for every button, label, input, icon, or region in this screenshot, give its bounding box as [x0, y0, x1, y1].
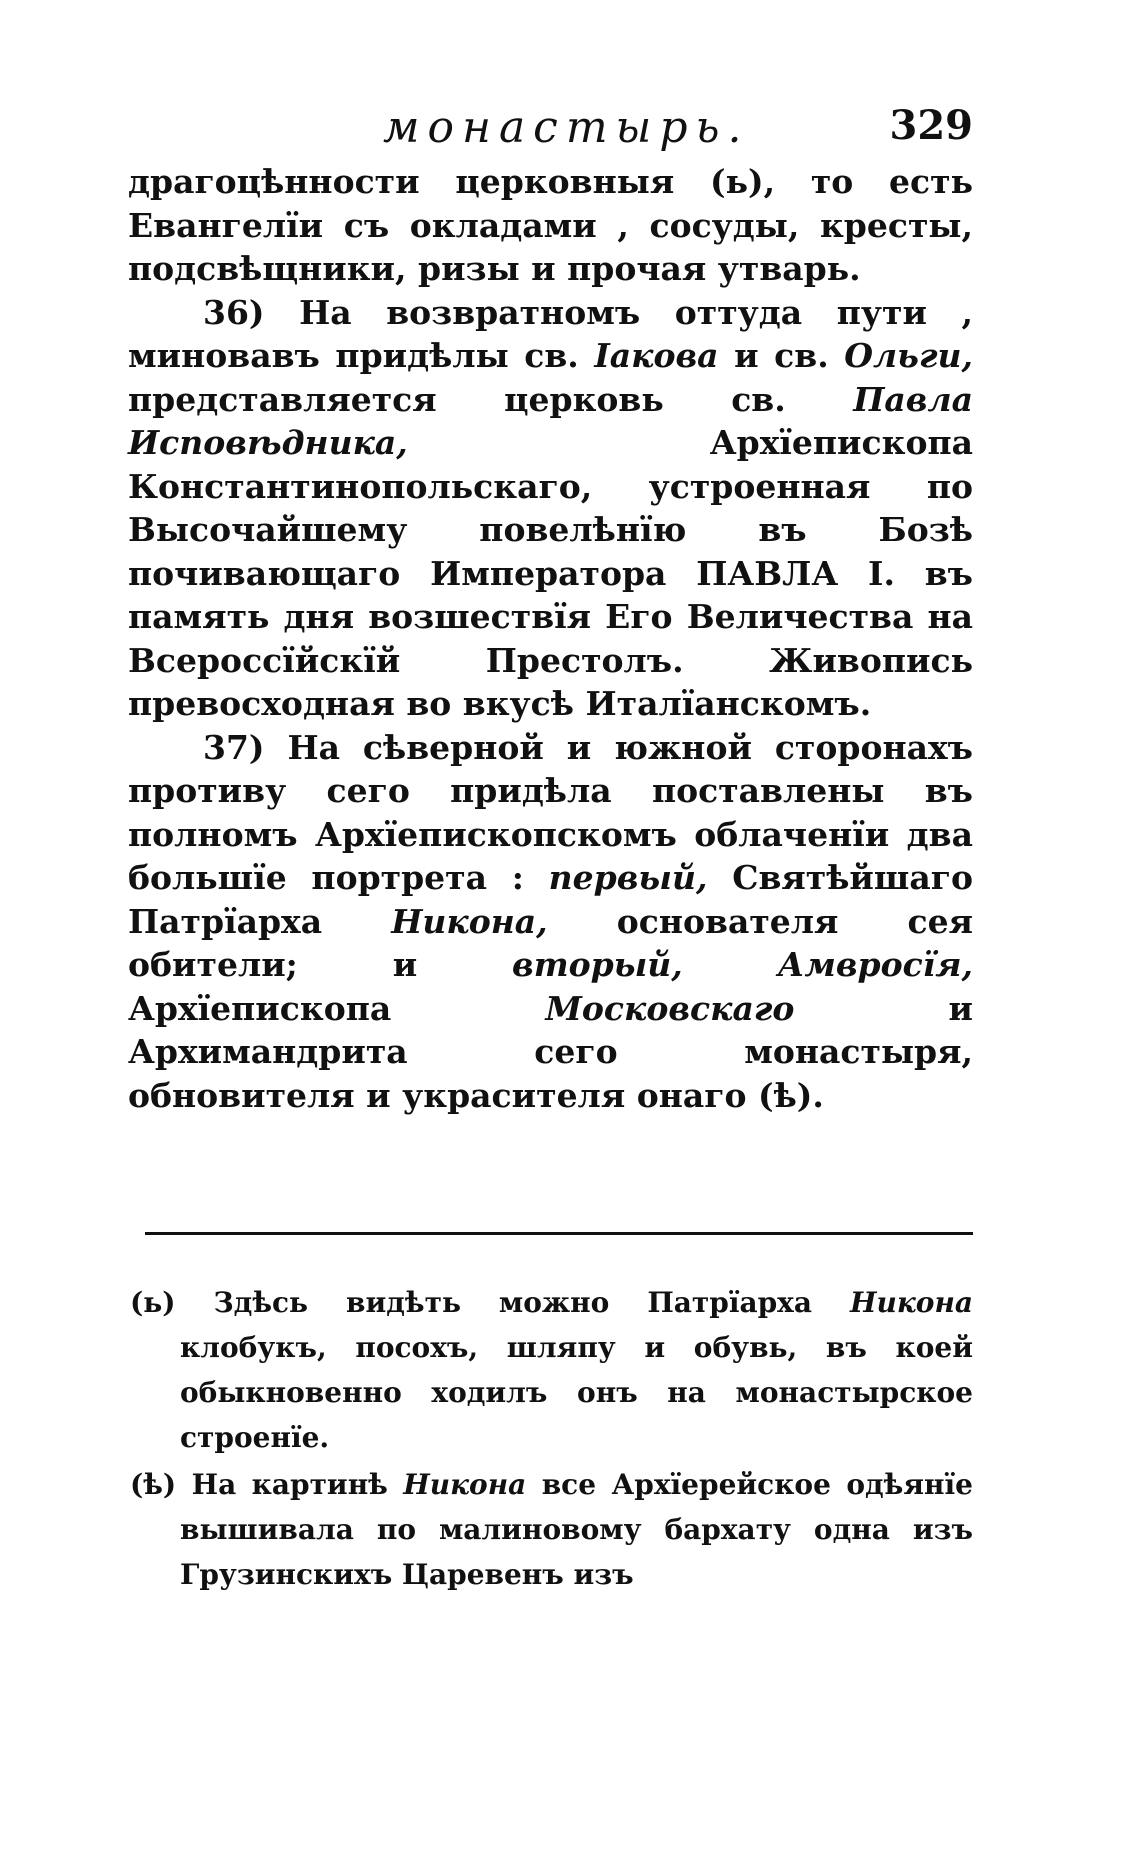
word-pervyi: первый, — [548, 858, 708, 897]
name-iakova: Iакова — [594, 336, 719, 375]
name-pavla: Павла Исповѣдника, — [128, 379, 973, 462]
name-amvrosiia: Амвросїя, — [777, 945, 973, 984]
paragraph-36 — [128, 291, 973, 726]
footnote-text: На картинѣ — [176, 1468, 404, 1501]
paragraph-37-text: основателя сея обители; и — [128, 901, 973, 984]
page-number: 329 — [889, 102, 973, 149]
paragraph-37-text: 37) На сѣверной и южной сторонахъ противу сего придѣла поставлены въ полномъ Архїепископскомъ облаченїи два большїе портрета : — [128, 727, 973, 897]
footnote-yat — [130, 1462, 973, 1597]
footnote-separator-rule — [145, 1232, 973, 1235]
name-nikona: Никона, — [391, 901, 548, 941]
paragraph-37-text: и Архимандрита сего монастыря, обновителя и украсителя онаго (ѣ). — [128, 988, 973, 1115]
paragraph-37-text — [683, 945, 778, 984]
main-text — [128, 160, 973, 1117]
paragraph-36-text: Архїепископа Константинопольскаго, устроенная по Высочайшему повелѣнїю въ Бозѣ почивающаго Императора ПАВЛА I. въ память дня возшествїя Его Величества на Всероссїйскїй Престолъ. Живопись превосходная во вкусѣ Италїанскомъ. — [128, 423, 973, 723]
word-vtoryi: вторый, — [512, 945, 683, 984]
footnote-soft-sign — [130, 1280, 973, 1460]
paragraph-36-text: и св. — [718, 336, 845, 375]
paragraph-36-text: представляется церковь св. — [128, 379, 854, 419]
running-title: монастырь. — [383, 102, 750, 153]
name-nikona: Никона — [403, 1468, 527, 1501]
name-nikona: Никона — [850, 1286, 973, 1319]
paragraph-37-text: Святѣйшаго Патрїарха — [128, 858, 973, 941]
paragraph-37-text: Архїепископа — [128, 988, 546, 1028]
paragraph-36-text: 36) На возвратномъ оттуда пути , миновавъ придѣлы св. — [128, 292, 973, 375]
footnote-text: Здѣсь видѣть можно Патрїарха — [175, 1286, 850, 1319]
running-head — [128, 90, 973, 160]
page — [128, 90, 973, 1117]
footnote-text: все Архїерейское одѣянїе вышивала по малиновому бархату одна изъ Грузинскихъ Царевенъ изъ — [180, 1468, 973, 1591]
word-moskovskago: Московскаго — [545, 988, 795, 1028]
paragraph-37 — [128, 726, 973, 1118]
footnotes — [130, 1280, 973, 1599]
name-olgi: Ольги, — [844, 336, 973, 375]
paragraph-35-continuation: драгоцѣнности церковныя (ь), то есть Евангелїи съ окладами , сосуды, кресты, подсвѣщники, ризы и прочая утварь. — [128, 162, 973, 288]
footnote-text: клобукъ, посохъ, шляпу и обувь, въ коей обыкновенно ходилъ онъ на монастырское строенїе. — [180, 1331, 973, 1454]
footnote-mark: (ь) — [130, 1286, 176, 1319]
footnote-mark: (ѣ) — [130, 1468, 177, 1501]
